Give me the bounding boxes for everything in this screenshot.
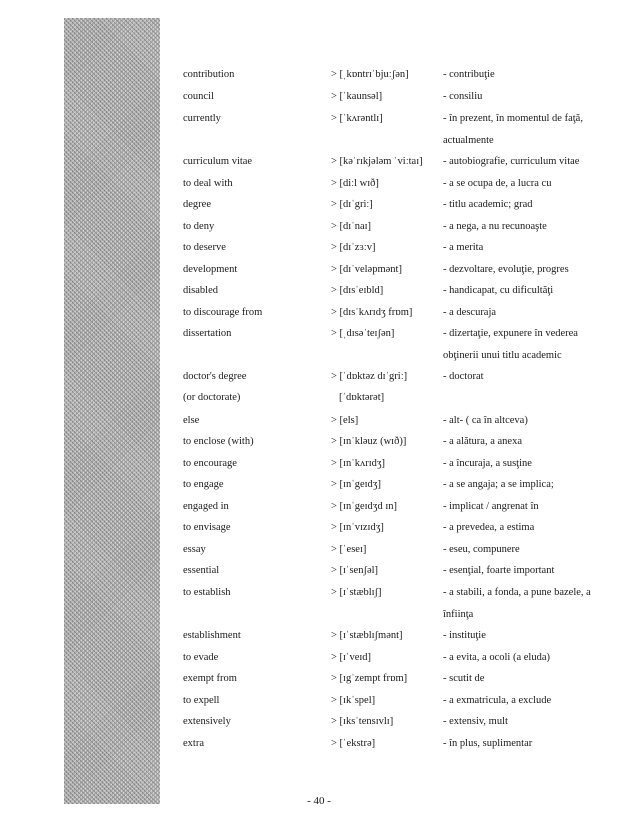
- vocab-phonetic: > [dɪˈveləpmənt]: [331, 264, 402, 275]
- vocab-phonetic: [ˈdɒktərət]: [339, 392, 385, 403]
- vocab-phonetic: > [ɪnˈgeɪdʒ]: [331, 479, 381, 490]
- vocab-term: exempt from: [183, 673, 237, 684]
- vocab-term: to encourage: [183, 458, 237, 469]
- vocab-phonetic: > [ɪkˈspel]: [331, 695, 376, 706]
- vocab-phonetic: > [ɪˈsenʃəl]: [331, 565, 379, 576]
- vocab-phonetic: > [ɪˈstæblɪʃ]: [331, 587, 382, 598]
- vocab-translation: - eseu, compunere: [443, 544, 520, 555]
- vocab-phonetic: > [dɪˈzɜːv]: [331, 242, 376, 253]
- vocab-term: (or doctorate): [183, 392, 241, 403]
- vocab-term: engaged in: [183, 501, 229, 512]
- vocab-phonetic: > [ˈdɒktəz dɪˈgriː]: [331, 371, 408, 382]
- vocab-translation: - dizertaţie, expunere în vederea obţinerii unui titlu academic: [443, 328, 578, 361]
- vocab-translation: - titlu academic; grad: [443, 199, 533, 210]
- vocab-term: degree: [183, 199, 211, 210]
- vocab-translation: - a exmatricula, a exclude: [443, 695, 552, 706]
- vocab-term: essay: [183, 544, 206, 555]
- vocab-phonetic: > [dɪˈgriː]: [331, 199, 373, 210]
- vocab-term: to establish: [183, 587, 231, 598]
- vocab-term: to expell: [183, 695, 220, 706]
- vocab-translation: - esenţial, foarte important: [443, 565, 555, 576]
- vocab-phonetic: > [ɪnˈkʌrɪdʒ]: [331, 458, 386, 469]
- vocab-term: to deal with: [183, 178, 233, 189]
- vocab-translation: - a alătura, a anexa: [443, 436, 522, 447]
- vocab-phonetic: > [ˈekstrə]: [331, 738, 376, 749]
- vocab-translation: - dezvoltare, evoluţie, progres: [443, 264, 569, 275]
- vocab-translation: - a se ocupa de, a lucra cu: [443, 178, 552, 189]
- vocab-phonetic: > [els]: [331, 415, 359, 426]
- vocab-phonetic: > [dɪˈnaɪ]: [331, 221, 372, 232]
- vocab-phonetic: > [ɪgˈzempt frɒm]: [331, 673, 408, 684]
- vocab-term: disabled: [183, 285, 218, 296]
- vocab-term: development: [183, 264, 238, 275]
- vocab-phonetic: > [ˈkʌrəntlɪ]: [331, 113, 383, 124]
- vocab-term: extra: [183, 738, 204, 749]
- vocab-phonetic: > [ˌdɪsəˈteɪʃən]: [331, 328, 395, 339]
- vocab-term: doctor's degree: [183, 371, 247, 382]
- vocab-translation: - a merita: [443, 242, 484, 253]
- vocab-translation: - a stabili, a fonda, a pune bazele, a înfiinţa: [443, 587, 591, 620]
- vocab-translation: - a descuraja: [443, 307, 497, 318]
- vocab-translation: - consiliu: [443, 91, 483, 102]
- vocab-term: contribution: [183, 69, 235, 80]
- vocab-translation: - a încuraja, a susţine: [443, 458, 532, 469]
- vocab-translation: - implicat / angrenat în: [443, 501, 539, 512]
- vocab-term: to engage: [183, 479, 224, 490]
- vocab-term: to envisage: [183, 522, 231, 533]
- vocab-term: essential: [183, 565, 220, 576]
- vocab-phonetic: > [ɪnˈgeɪdʒd ɪn]: [331, 501, 397, 512]
- vocab-term: dissertation: [183, 328, 232, 339]
- vocab-translation: - autobiografie, curriculum vitae: [443, 156, 580, 167]
- vocab-translation: - în plus, suplimentar: [443, 738, 533, 749]
- vocab-phonetic: > [dɪsˈkʌrɪdʒ frɒm]: [331, 307, 413, 318]
- vocab-translation: - contribuţie: [443, 69, 495, 80]
- vocab-term: to deny: [183, 221, 215, 232]
- vocab-translation: - handicapat, cu dificultăţi: [443, 285, 554, 296]
- vocab-translation: - a evita, a ocoli (a eluda): [443, 652, 550, 663]
- vocab-translation: - scutit de: [443, 673, 485, 684]
- vocab-term: council: [183, 91, 214, 102]
- vocab-term: to enclose (with): [183, 436, 254, 447]
- vocab-term: else: [183, 415, 200, 426]
- vocab-translation: - alt- ( ca în altceva): [443, 415, 528, 426]
- vocab-phonetic: > [ɪksˈtensɪvlɪ]: [331, 716, 394, 727]
- vocab-phonetic: > [ˌkɒntrɪˈbjuːʃən]: [331, 69, 409, 80]
- vocab-term: to evade: [183, 652, 219, 663]
- vocab-translation: - a se angaja; a se implica;: [443, 479, 554, 490]
- vocab-term: establishment: [183, 630, 241, 641]
- vocab-phonetic: > [kəˈrɪkjələm ˈviːtaɪ]: [331, 156, 423, 167]
- vocab-term: to deserve: [183, 242, 226, 253]
- vocab-translation: - a nega, a nu recunoaşte: [443, 221, 547, 232]
- vocab-term: to discourage from: [183, 307, 263, 318]
- vocab-phonetic: > [ˈkaunsəl]: [331, 91, 383, 102]
- vocab-term: extensively: [183, 716, 231, 727]
- vocab-translation: - doctorat: [443, 371, 484, 382]
- vocab-translation: - în prezent, în momentul de faţă, actualmente: [443, 113, 583, 146]
- vocab-translation: - a prevedea, a estima: [443, 522, 535, 533]
- vocab-phonetic: > [diːl wɪð]: [331, 178, 379, 189]
- vocab-term: currently: [183, 113, 221, 124]
- vocab-phonetic: > [ɪˈstæblɪʃmənt]: [331, 630, 403, 641]
- vocab-phonetic: > [ˈeseɪ]: [331, 544, 367, 555]
- page-number: - 40 -: [307, 795, 331, 807]
- vocab-translation: - instituţie: [443, 630, 486, 641]
- vocab-phonetic: > [ɪnˈvɪzɪdʒ]: [331, 522, 384, 533]
- vocab-phonetic: > [dɪsˈeɪbld]: [331, 285, 384, 296]
- vocab-phonetic: > [ɪˈveɪd]: [331, 652, 372, 663]
- vocab-translation: - extensiv, mult: [443, 716, 508, 727]
- vocab-term: curriculum vitae: [183, 156, 253, 167]
- vocab-phonetic: > [ɪnˈkləuz (wɪð)]: [331, 436, 407, 447]
